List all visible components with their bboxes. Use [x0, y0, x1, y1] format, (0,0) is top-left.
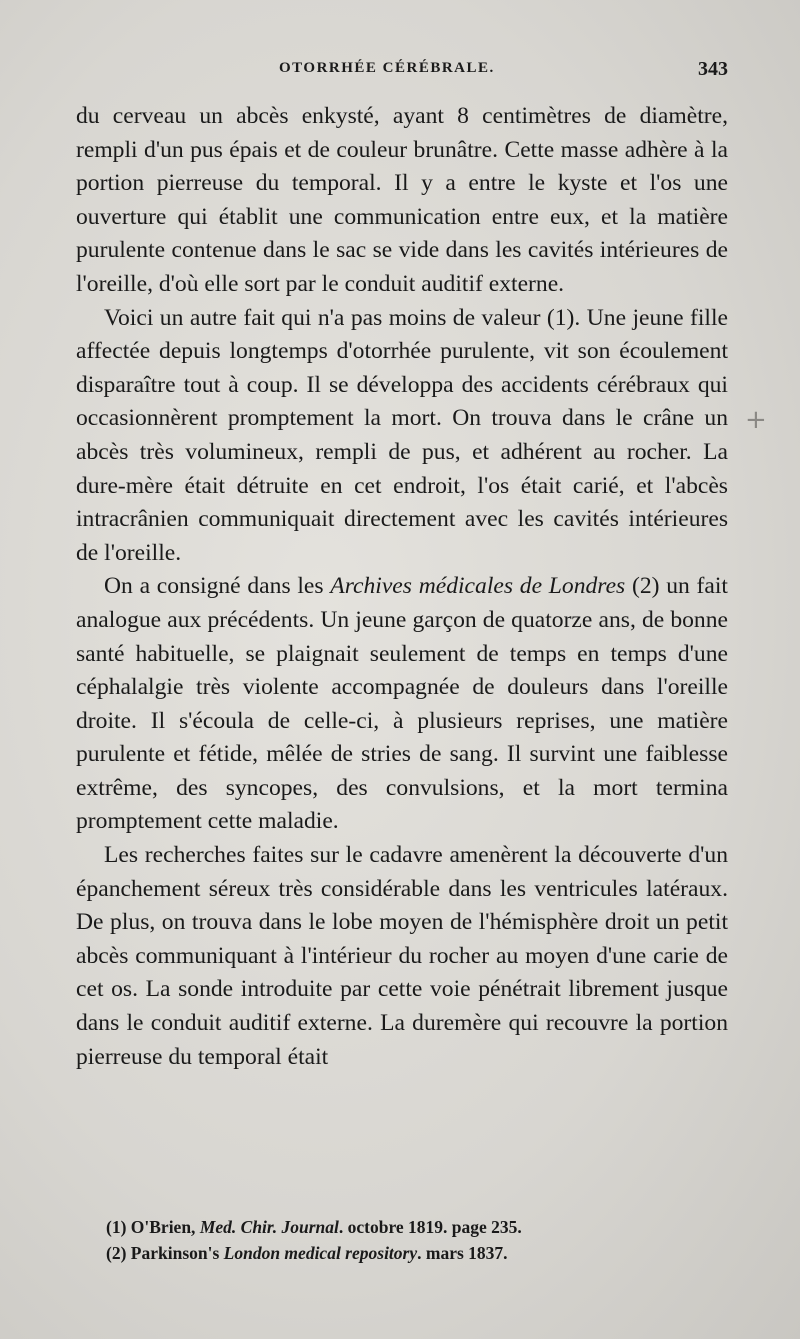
- italic-text: Med. Chir. Journal: [199, 1217, 339, 1237]
- footnote: [106, 1214, 728, 1240]
- margin-mark: +: [745, 405, 767, 435]
- paragraph: [76, 570, 728, 839]
- footnote: [106, 1240, 728, 1266]
- text-segment: Voici un autre fait qui n'a pas moins de valeur (1). Une jeune fille affectée depuis longtemps d'otorrhée purulente, vit son écoulement disparaître tout à coup. Il se développa des accidents cérébraux qui occasionnèrent promptement la mort. On trouva dans le crâne un abcès très volumineux, rempli de pus, et adhérent au rocher. La dure-mère était détruite en cet endroit, l'os était carié, et l'abcès intracrânien communiquait directement avec les cavités intérieures de l'oreille.: [76, 304, 728, 566]
- paragraph: [76, 839, 728, 1074]
- text-segment: Les recherches faites sur le cadavre amenèrent la découverte d'un épanchement séreux très considérable dans les ventricules latéraux. De plus, on trouva dans le lobe moyen de l'hémisphère droit un petit abcès communiquant à l'intérieur du rocher au moyen d'une carie de cet os. La sonde introduite par cette voie pénétrait librement jusque dans le conduit auditif externe. La duremère qui recouvre la portion pierreuse du temporal était: [76, 842, 728, 1070]
- text-segment: . octobre 1819. page 235.: [338, 1217, 522, 1237]
- text-segment: (1) O'Brien,: [106, 1217, 200, 1237]
- body-text: [76, 100, 728, 1074]
- page-header: [76, 60, 728, 90]
- page-number: 343: [698, 58, 728, 80]
- italic-text: Archives médicales de Londres: [330, 573, 626, 600]
- text-segment: (2) un fait analogue aux précédents. Un jeune garçon de quatorze ans, de bonne santé habituelle, se plaignait seulement de temps en temps d'une céphalalgie très violente accompagnée de douleurs dans l'oreille droite. Il s'écoula de celle-ci, à plusieurs reprises, une matière purulente et fétide, mêlée de stries de sang. Il survint une faiblesse extrême, des syncopes, des convulsions, et la mort termina promptement cette maladie.: [76, 573, 728, 835]
- footnotes: [106, 1214, 728, 1266]
- italic-text: London medical repository: [223, 1243, 418, 1263]
- text-segment: . mars 1837.: [417, 1243, 508, 1263]
- text-segment: On a consigné dans les: [104, 573, 331, 600]
- running-title: OTORRHÉE CÉRÉBRALE.: [279, 60, 495, 76]
- text-segment: (2) Parkinson's: [106, 1243, 224, 1263]
- paragraph: [76, 100, 728, 302]
- paragraph: [76, 302, 728, 571]
- text-segment: du cerveau un abcès enkysté, ayant 8 centimètres de diamètre, rempli d'un pus épais et de couleur brunâtre. Cette masse adhère à la portion pierreuse du temporal. Il y a entre le kyste et l'os une ouverture qui établit une communication entre eux, et la matière purulente contenue dans le sac se vide dans les cavités intérieures de l'oreille, d'où elle sort par le conduit auditif externe.: [76, 103, 728, 297]
